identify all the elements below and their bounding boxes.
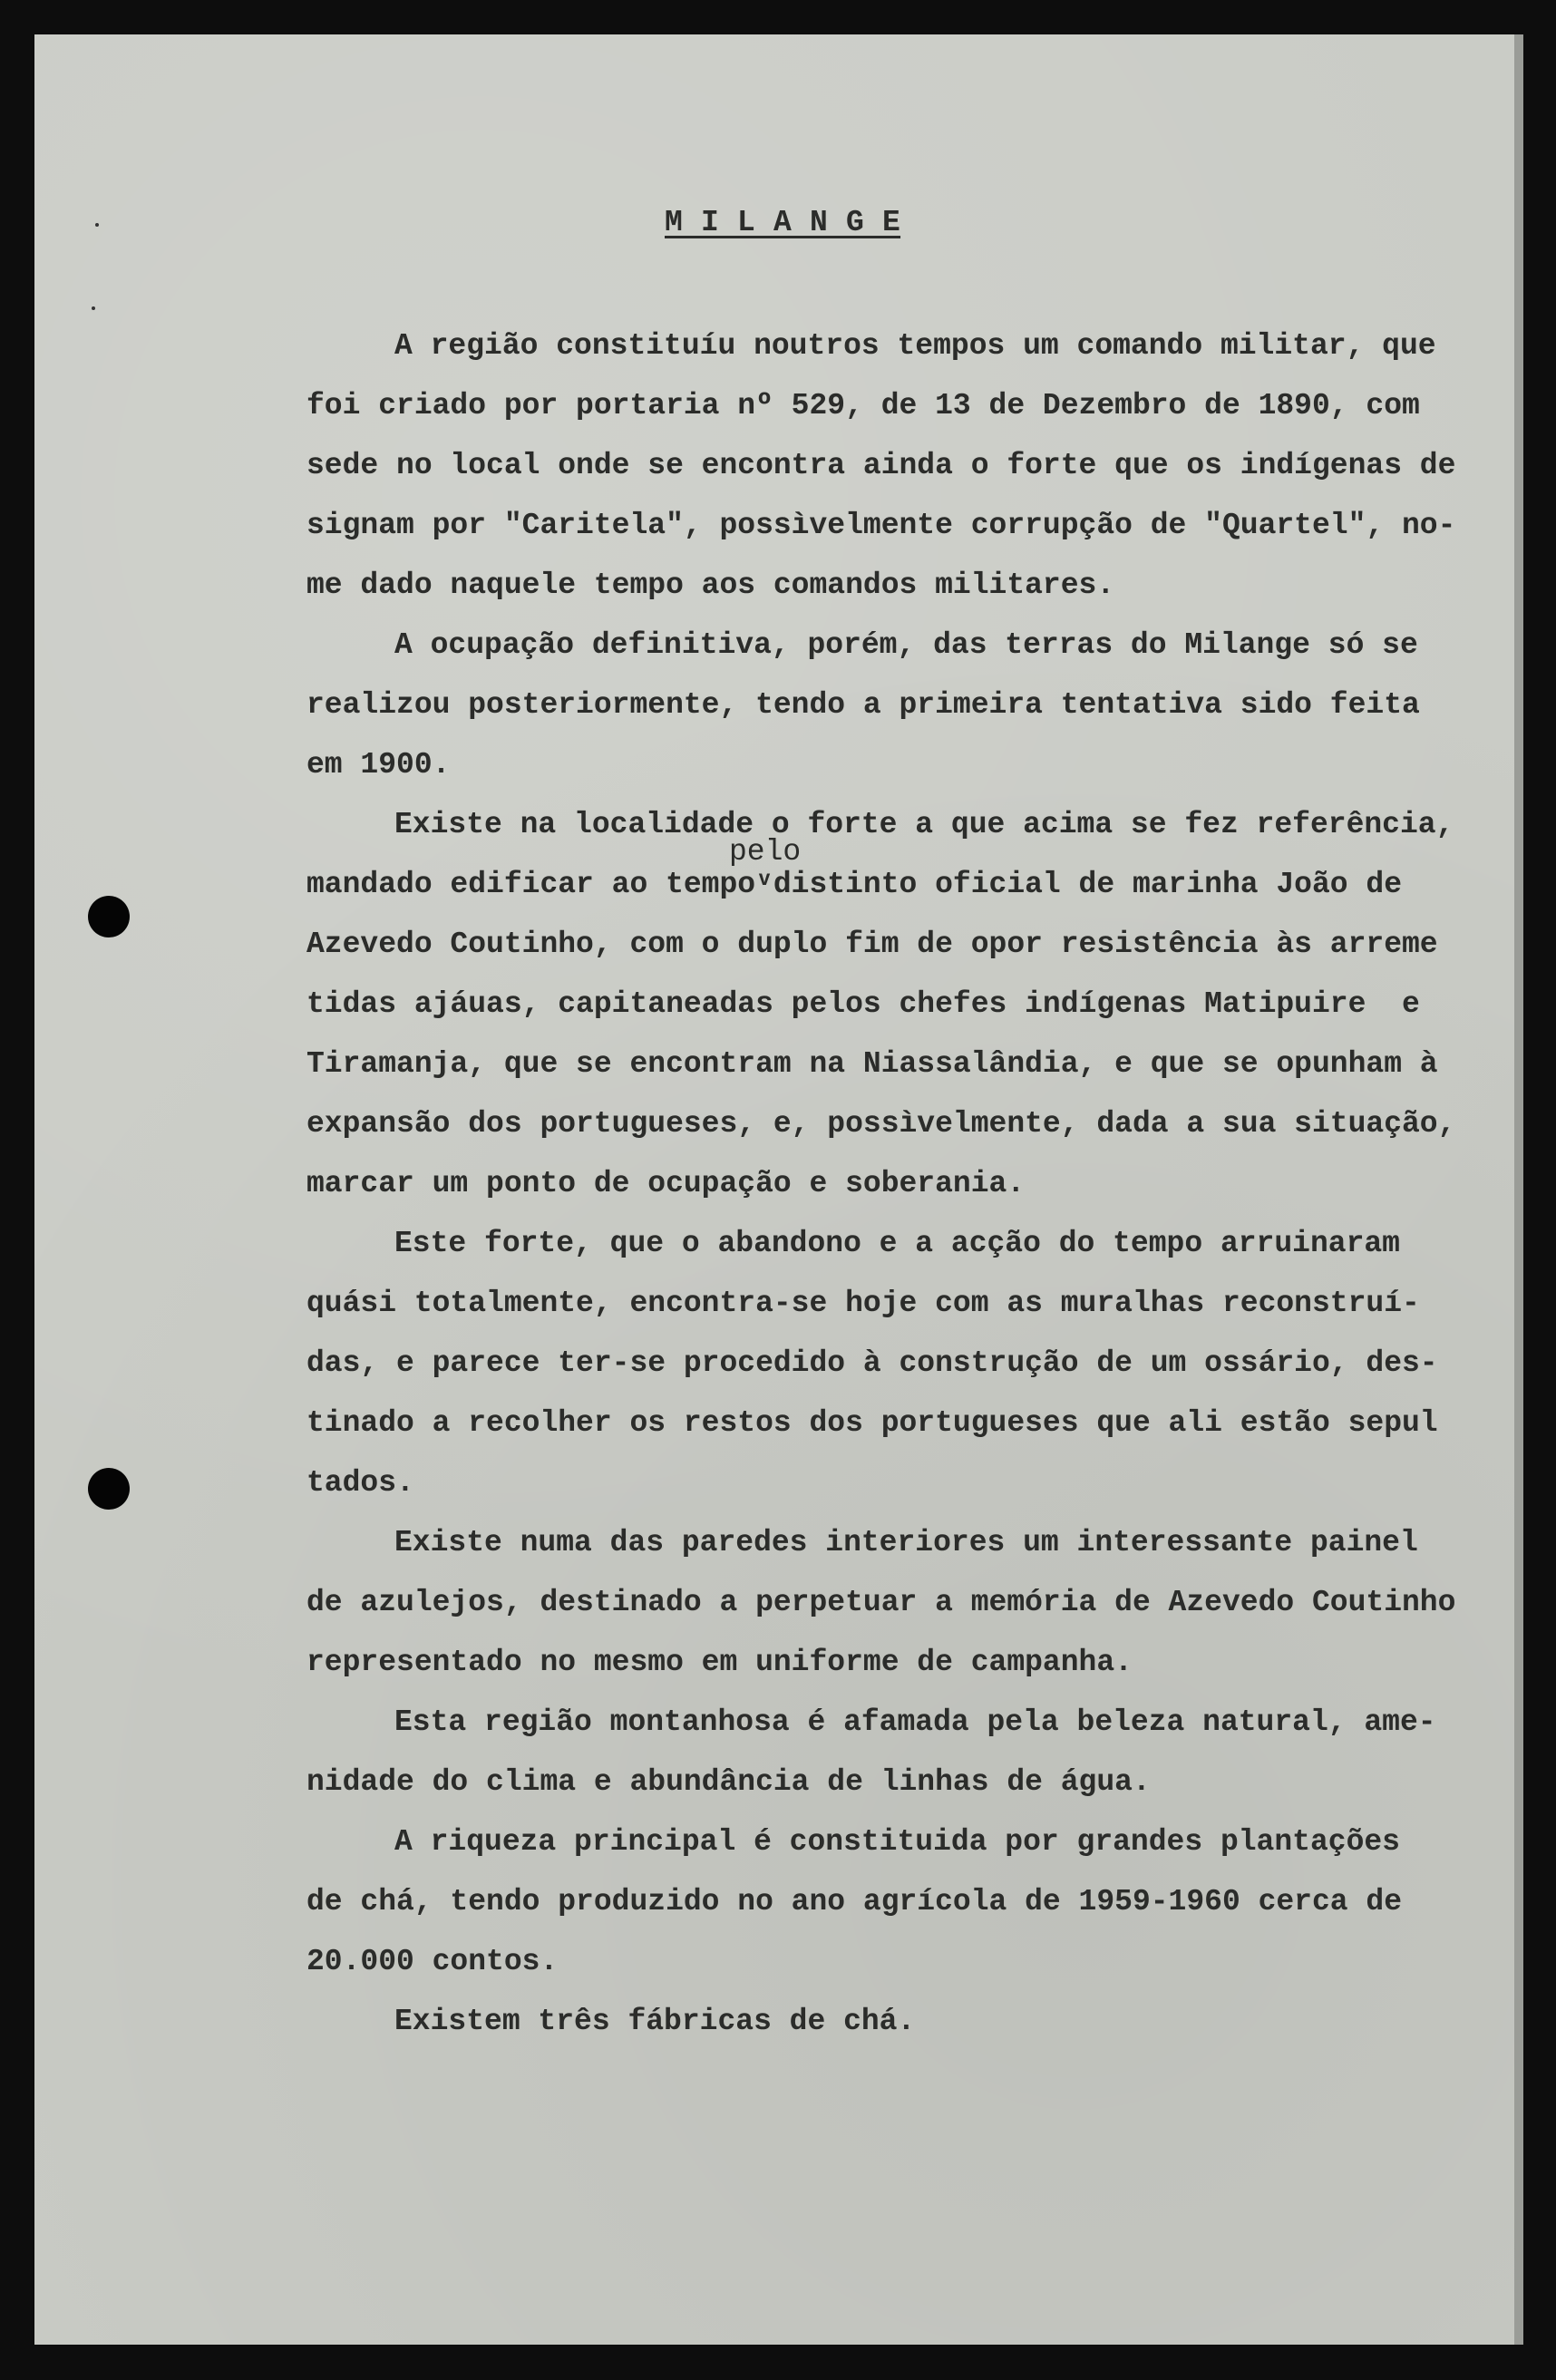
punch-hole <box>88 896 130 937</box>
typed-line: em 1900. <box>306 748 451 782</box>
typed-line: signam por "Caritela", possìvelmente corrupção de "Quartel", no- <box>306 509 1456 542</box>
typed-line: tinado a recolher os restos dos portugueses que ali estão sepul <box>306 1406 1438 1440</box>
typed-line: realizou posteriormente, tendo a primeira tentativa sido feita <box>306 688 1420 722</box>
typed-line: A região constituíu noutros tempos um comando militar, que <box>394 329 1436 363</box>
typed-line: A riqueza principal é constituida por grandes plantações <box>394 1825 1400 1859</box>
speck-mark <box>92 306 95 310</box>
typed-line: representado no mesmo em uniforme de campanha. <box>306 1646 1133 1679</box>
typed-line: quási totalmente, encontra-se hoje com as muralhas reconstruí- <box>306 1287 1420 1320</box>
document-title: M I L A N G E <box>665 206 901 239</box>
page-edge-shadow <box>1514 34 1523 2345</box>
document-page <box>34 34 1523 2345</box>
typed-line: Azevedo Coutinho, com o duplo fim de opor resistência às arreme <box>306 928 1438 961</box>
typed-line: sede no local onde se encontra ainda o forte que os indígenas de <box>306 449 1456 482</box>
typed-line: marcar um ponto de ocupação e soberania. <box>306 1167 1026 1200</box>
typed-line: expansão dos portugueses, e, possìvelmente, dada a sua situação, <box>306 1107 1456 1141</box>
typed-line: A ocupação definitiva, porém, das terras do Milange só se <box>394 628 1418 662</box>
typed-line: Este forte, que o abandono e a acção do tempo arruinaram <box>394 1227 1400 1260</box>
speck-mark <box>95 223 99 227</box>
typed-line: Existe na localidade o forte a que acima se fez referência, <box>394 808 1454 841</box>
typed-line: Existe numa das paredes interiores um interessante painel <box>394 1526 1418 1559</box>
typed-line: foi criado por portaria nº 529, de 13 de Dezembro de 1890, com <box>306 389 1420 423</box>
handwritten-insertion: pelo <box>729 835 802 869</box>
typed-line: de chá, tendo produzido no ano agrícola de 1959-1960 cerca de <box>306 1885 1402 1919</box>
punch-hole <box>88 1468 130 1510</box>
typed-line: Existem três fábricas de chá. <box>394 2005 916 2038</box>
typed-line: me dado naquele tempo aos comandos militares. <box>306 568 1115 602</box>
typed-line: nidade do clima e abundância de linhas de água. <box>306 1765 1151 1799</box>
typed-line: 20.000 contos. <box>306 1945 559 1978</box>
typed-line: tados. <box>306 1466 414 1500</box>
typed-line: Esta região montanhosa é afamada pela beleza natural, ame- <box>394 1705 1436 1739</box>
typed-line: tidas ajáuas, capitaneadas pelos chefes indígenas Matipuire e <box>306 987 1420 1021</box>
typed-line: de azulejos, destinado a perpetuar a memória de Azevedo Coutinho <box>306 1586 1456 1619</box>
typed-line: das, e parece ter-se procedido à construção de um ossário, des- <box>306 1346 1438 1380</box>
typed-line: Tiramanja, que se encontram na Niassalândia, e que se opunham à <box>306 1047 1438 1081</box>
typed-line: mandado edificar ao tempoᵛdistinto oficial de marinha João de <box>306 868 1402 901</box>
